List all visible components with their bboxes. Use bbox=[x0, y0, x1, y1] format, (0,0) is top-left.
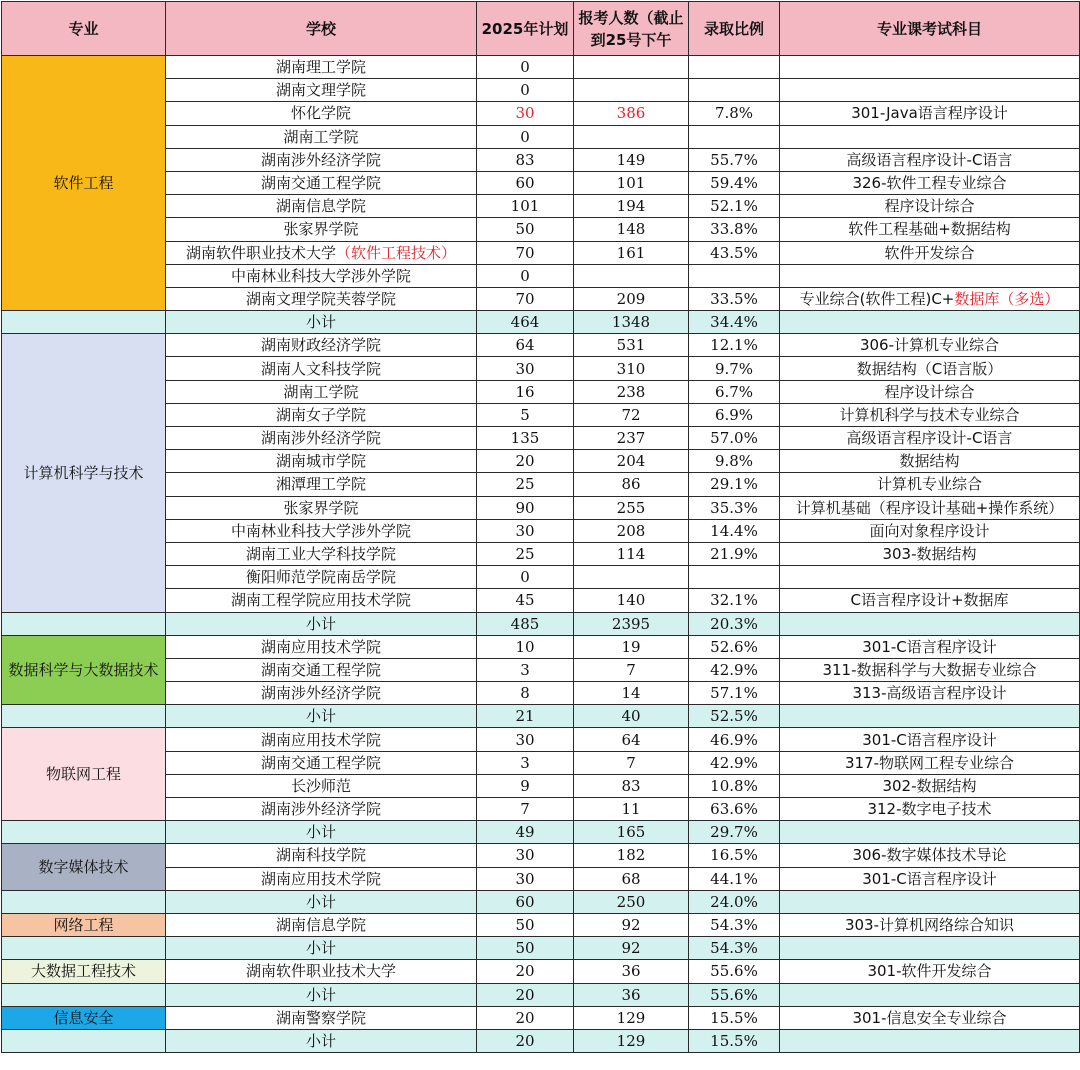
subtotal-plan: 60 bbox=[477, 890, 574, 913]
ratio-cell: 29.1% bbox=[689, 473, 780, 496]
subject-cell: 计算机科学与技术专业综合 bbox=[780, 403, 1080, 426]
applicants-cell: 86 bbox=[574, 473, 689, 496]
subtotal-major-cell bbox=[2, 890, 166, 913]
applicants-cell: 237 bbox=[574, 427, 689, 450]
subject-cell: 303-计算机网络综合知识 bbox=[780, 913, 1080, 936]
ratio-cell: 55.6% bbox=[689, 960, 780, 983]
subject-cell bbox=[780, 566, 1080, 589]
applicants-cell: 101 bbox=[574, 171, 689, 194]
ratio-cell bbox=[689, 79, 780, 102]
subject-cell bbox=[780, 125, 1080, 148]
major-digital-media: 数字媒体技术 bbox=[2, 844, 166, 890]
applicants-cell: 140 bbox=[574, 589, 689, 612]
school-cell: 湖南涉外经济学院 bbox=[166, 798, 477, 821]
school-cell: 中南林业科技大学涉外学院 bbox=[166, 264, 477, 287]
table-row bbox=[2, 913, 1080, 936]
school-cell: 湖南理工学院 bbox=[166, 56, 477, 79]
subtotal-applicants: 1348 bbox=[574, 311, 689, 334]
applicants-cell: 386 bbox=[574, 102, 689, 125]
plan-cell: 90 bbox=[477, 496, 574, 519]
plan-cell: 20 bbox=[477, 450, 574, 473]
subject-cell: 软件开发综合 bbox=[780, 241, 1080, 264]
ratio-cell bbox=[689, 566, 780, 589]
plan-cell: 0 bbox=[477, 125, 574, 148]
plan-cell: 30 bbox=[477, 867, 574, 890]
header-school: 学校 bbox=[166, 2, 477, 56]
subtotal-plan: 20 bbox=[477, 983, 574, 1006]
applicants-cell bbox=[574, 566, 689, 589]
school-cell: 长沙师范 bbox=[166, 774, 477, 797]
school-cell: 湖南人文科技学院 bbox=[166, 357, 477, 380]
ratio-cell: 15.5% bbox=[689, 1006, 780, 1029]
ratio-cell: 42.9% bbox=[689, 658, 780, 681]
school-cell: 湖南交通工程学院 bbox=[166, 658, 477, 681]
subject-cell: 软件工程基础+数据结构 bbox=[780, 218, 1080, 241]
subtotal-plan: 49 bbox=[477, 821, 574, 844]
school-cell: 怀化学院 bbox=[166, 102, 477, 125]
subtotal-label: 小计 bbox=[166, 1029, 477, 1052]
applicants-cell bbox=[574, 56, 689, 79]
applicants-cell: 238 bbox=[574, 380, 689, 403]
plan-cell: 30 bbox=[477, 844, 574, 867]
plan-cell: 0 bbox=[477, 56, 574, 79]
applicants-cell bbox=[574, 125, 689, 148]
table-row bbox=[2, 334, 1080, 357]
header-applicants: 报考人数（截止到25号下午 bbox=[574, 2, 689, 56]
applicants-cell: 68 bbox=[574, 867, 689, 890]
table-row bbox=[2, 844, 1080, 867]
school-cell: 湖南应用技术学院 bbox=[166, 867, 477, 890]
applicants-cell: 182 bbox=[574, 844, 689, 867]
applicants-cell: 194 bbox=[574, 195, 689, 218]
plan-cell: 30 bbox=[477, 519, 574, 542]
subtotal-label: 小计 bbox=[166, 705, 477, 728]
ratio-cell: 44.1% bbox=[689, 867, 780, 890]
plan-cell: 83 bbox=[477, 148, 574, 171]
major-data-science: 数据科学与大数据技术 bbox=[2, 635, 166, 705]
plan-cell: 25 bbox=[477, 542, 574, 565]
ratio-cell: 52.1% bbox=[689, 195, 780, 218]
header-major: 专业 bbox=[2, 2, 166, 56]
subject-cell bbox=[780, 264, 1080, 287]
subtotal-subject-cell bbox=[780, 1029, 1080, 1052]
major-iot-engineering: 物联网工程 bbox=[2, 728, 166, 821]
applicants-cell: 204 bbox=[574, 450, 689, 473]
subject-cell: 计算机专业综合 bbox=[780, 473, 1080, 496]
applicants-cell: 36 bbox=[574, 960, 689, 983]
subtotal-major-cell bbox=[2, 1029, 166, 1052]
ratio-cell: 59.4% bbox=[689, 171, 780, 194]
school-cell: 湖南工学院 bbox=[166, 125, 477, 148]
subtotal-label: 小计 bbox=[166, 983, 477, 1006]
subtotal-row bbox=[2, 1029, 1080, 1052]
school-cell: 衡阳师范学院南岳学院 bbox=[166, 566, 477, 589]
subtotal-subject-cell bbox=[780, 705, 1080, 728]
ratio-cell: 14.4% bbox=[689, 519, 780, 542]
applicants-cell: 83 bbox=[574, 774, 689, 797]
applicants-cell bbox=[574, 264, 689, 287]
subject-cell bbox=[780, 56, 1080, 79]
school-cell bbox=[166, 241, 477, 264]
ratio-cell: 16.5% bbox=[689, 844, 780, 867]
major-software-engineering: 软件工程 bbox=[2, 56, 166, 311]
subtotal-plan: 485 bbox=[477, 612, 574, 635]
school-cell: 湖南信息学院 bbox=[166, 913, 477, 936]
ratio-cell: 12.1% bbox=[689, 334, 780, 357]
ratio-cell: 9.7% bbox=[689, 357, 780, 380]
subtotal-ratio: 54.3% bbox=[689, 937, 780, 960]
subject-cell: 面向对象程序设计 bbox=[780, 519, 1080, 542]
subject-cell: C语言程序设计+数据库 bbox=[780, 589, 1080, 612]
subtotal-applicants: 250 bbox=[574, 890, 689, 913]
subject-cell: 313-高级语言程序设计 bbox=[780, 682, 1080, 705]
school-cell: 湖南工业大学科技学院 bbox=[166, 542, 477, 565]
subtotal-plan: 21 bbox=[477, 705, 574, 728]
table-row bbox=[2, 56, 1080, 79]
subject-cell: 301-C语言程序设计 bbox=[780, 867, 1080, 890]
subject-cell: 301-C语言程序设计 bbox=[780, 635, 1080, 658]
applicants-cell: 114 bbox=[574, 542, 689, 565]
plan-cell: 30 bbox=[477, 102, 574, 125]
subtotal-row bbox=[2, 705, 1080, 728]
subject-cell bbox=[780, 79, 1080, 102]
admission-table bbox=[1, 1, 1080, 1053]
school-cell: 张家界学院 bbox=[166, 218, 477, 241]
applicants-cell: 19 bbox=[574, 635, 689, 658]
plan-cell: 20 bbox=[477, 1006, 574, 1029]
subject-cell: 程序设计综合 bbox=[780, 380, 1080, 403]
subject-cell: 311-数据科学与大数据专业综合 bbox=[780, 658, 1080, 681]
plan-cell: 8 bbox=[477, 682, 574, 705]
subtotal-major-cell bbox=[2, 937, 166, 960]
applicants-cell: 7 bbox=[574, 751, 689, 774]
subtotal-major-cell bbox=[2, 705, 166, 728]
table-row bbox=[2, 960, 1080, 983]
subject-cell: 306-计算机专业综合 bbox=[780, 334, 1080, 357]
plan-cell: 0 bbox=[477, 566, 574, 589]
applicants-cell: 208 bbox=[574, 519, 689, 542]
plan-cell: 45 bbox=[477, 589, 574, 612]
plan-cell: 64 bbox=[477, 334, 574, 357]
applicants-cell: 149 bbox=[574, 148, 689, 171]
subtotal-label: 小计 bbox=[166, 311, 477, 334]
subtotal-major-cell bbox=[2, 612, 166, 635]
subject-cell: 高级语言程序设计-C语言 bbox=[780, 427, 1080, 450]
school-cell: 湖南涉外经济学院 bbox=[166, 427, 477, 450]
subtotal-label: 小计 bbox=[166, 821, 477, 844]
subject-text: 专业综合(软件工程)C+ bbox=[799, 289, 955, 308]
subtotal-major-cell bbox=[2, 311, 166, 334]
ratio-cell: 63.6% bbox=[689, 798, 780, 821]
subtotal-subject-cell bbox=[780, 937, 1080, 960]
subject-cell: 程序设计综合 bbox=[780, 195, 1080, 218]
header-ratio: 录取比例 bbox=[689, 2, 780, 56]
subtotal-row bbox=[2, 937, 1080, 960]
subtotal-subject-cell bbox=[780, 821, 1080, 844]
header-row bbox=[2, 2, 1080, 56]
subtotal-ratio: 52.5% bbox=[689, 705, 780, 728]
school-cell: 中南林业科技大学涉外学院 bbox=[166, 519, 477, 542]
ratio-cell: 35.3% bbox=[689, 496, 780, 519]
ratio-cell: 32.1% bbox=[689, 589, 780, 612]
subtotal-label: 小计 bbox=[166, 612, 477, 635]
subtotal-subject-cell bbox=[780, 612, 1080, 635]
plan-cell: 25 bbox=[477, 473, 574, 496]
plan-cell: 50 bbox=[477, 913, 574, 936]
ratio-cell bbox=[689, 56, 780, 79]
subtotal-applicants: 2395 bbox=[574, 612, 689, 635]
subtotal-applicants: 129 bbox=[574, 1029, 689, 1052]
school-cell: 湖南女子学院 bbox=[166, 403, 477, 426]
subtotal-major-cell bbox=[2, 983, 166, 1006]
subtotal-ratio: 15.5% bbox=[689, 1029, 780, 1052]
school-cell: 湖南工学院 bbox=[166, 380, 477, 403]
subject-cell: 312-数字电子技术 bbox=[780, 798, 1080, 821]
major-computer-science: 计算机科学与技术 bbox=[2, 334, 166, 612]
subtotal-row bbox=[2, 983, 1080, 1006]
school-cell: 湖南交通工程学院 bbox=[166, 171, 477, 194]
school-cell: 湖南应用技术学院 bbox=[166, 635, 477, 658]
subject-cell: 302-数据结构 bbox=[780, 774, 1080, 797]
subtotal-plan: 20 bbox=[477, 1029, 574, 1052]
plan-cell: 16 bbox=[477, 380, 574, 403]
ratio-cell: 7.8% bbox=[689, 102, 780, 125]
subject-cell: 高级语言程序设计-C语言 bbox=[780, 148, 1080, 171]
subtotal-applicants: 36 bbox=[574, 983, 689, 1006]
ratio-cell: 46.9% bbox=[689, 728, 780, 751]
ratio-cell: 21.9% bbox=[689, 542, 780, 565]
school-cell: 湖南应用技术学院 bbox=[166, 728, 477, 751]
table-row bbox=[2, 1006, 1080, 1029]
subject-cell: 301-信息安全专业综合 bbox=[780, 1006, 1080, 1029]
subtotal-applicants: 165 bbox=[574, 821, 689, 844]
plan-cell: 10 bbox=[477, 635, 574, 658]
ratio-cell: 57.0% bbox=[689, 427, 780, 450]
table-row bbox=[2, 635, 1080, 658]
plan-cell: 70 bbox=[477, 287, 574, 310]
school-cell: 湖南文理学院芙蓉学院 bbox=[166, 287, 477, 310]
applicants-cell: 531 bbox=[574, 334, 689, 357]
subtotal-label: 小计 bbox=[166, 937, 477, 960]
school-name: 湖南软件职业技术大学 bbox=[185, 243, 336, 262]
plan-cell: 5 bbox=[477, 403, 574, 426]
subtotal-major-cell bbox=[2, 821, 166, 844]
major-big-data-engineering: 大数据工程技术 bbox=[2, 960, 166, 983]
school-cell: 张家界学院 bbox=[166, 496, 477, 519]
school-cell: 湖南文理学院 bbox=[166, 79, 477, 102]
applicants-cell: 92 bbox=[574, 913, 689, 936]
subtotal-applicants: 40 bbox=[574, 705, 689, 728]
subject-cell: 301-Java语言程序设计 bbox=[780, 102, 1080, 125]
plan-cell: 3 bbox=[477, 658, 574, 681]
ratio-cell: 33.8% bbox=[689, 218, 780, 241]
subtotal-ratio: 29.7% bbox=[689, 821, 780, 844]
school-cell: 湖南城市学院 bbox=[166, 450, 477, 473]
subject-cell: 303-数据结构 bbox=[780, 542, 1080, 565]
school-cell: 湖南财政经济学院 bbox=[166, 334, 477, 357]
subtotal-subject-cell bbox=[780, 983, 1080, 1006]
subject-cell bbox=[780, 287, 1080, 310]
plan-cell: 20 bbox=[477, 960, 574, 983]
subtotal-ratio: 55.6% bbox=[689, 983, 780, 1006]
plan-cell: 0 bbox=[477, 264, 574, 287]
ratio-cell: 42.9% bbox=[689, 751, 780, 774]
plan-cell: 3 bbox=[477, 751, 574, 774]
applicants-cell: 11 bbox=[574, 798, 689, 821]
subject-cell: 301-软件开发综合 bbox=[780, 960, 1080, 983]
ratio-cell: 55.7% bbox=[689, 148, 780, 171]
applicants-cell: 7 bbox=[574, 658, 689, 681]
ratio-cell: 9.8% bbox=[689, 450, 780, 473]
school-cell: 湘潭理工学院 bbox=[166, 473, 477, 496]
applicants-cell: 161 bbox=[574, 241, 689, 264]
ratio-cell: 6.7% bbox=[689, 380, 780, 403]
subtotal-row bbox=[2, 311, 1080, 334]
applicants-cell: 72 bbox=[574, 403, 689, 426]
applicants-cell: 148 bbox=[574, 218, 689, 241]
school-cell: 湖南信息学院 bbox=[166, 195, 477, 218]
plan-cell: 70 bbox=[477, 241, 574, 264]
plan-cell: 0 bbox=[477, 79, 574, 102]
subject-cell: 301-C语言程序设计 bbox=[780, 728, 1080, 751]
school-cell: 湖南交通工程学院 bbox=[166, 751, 477, 774]
table-row bbox=[2, 728, 1080, 751]
plan-cell: 9 bbox=[477, 774, 574, 797]
major-network-engineering: 网络工程 bbox=[2, 913, 166, 936]
subject-cell: 317-物联网工程专业综合 bbox=[780, 751, 1080, 774]
school-cell: 湖南工程学院应用技术学院 bbox=[166, 589, 477, 612]
plan-cell: 50 bbox=[477, 218, 574, 241]
header-subject: 专业课考试科目 bbox=[780, 2, 1080, 56]
subtotal-applicants: 92 bbox=[574, 937, 689, 960]
plan-cell: 101 bbox=[477, 195, 574, 218]
subtotal-row bbox=[2, 890, 1080, 913]
applicants-cell: 310 bbox=[574, 357, 689, 380]
subtotal-plan: 464 bbox=[477, 311, 574, 334]
ratio-cell: 57.1% bbox=[689, 682, 780, 705]
school-cell: 湖南涉外经济学院 bbox=[166, 682, 477, 705]
ratio-cell: 6.9% bbox=[689, 403, 780, 426]
subject-note: 数据库（多选） bbox=[954, 289, 1060, 308]
applicants-cell: 209 bbox=[574, 287, 689, 310]
subject-cell: 306-数字媒体技术导论 bbox=[780, 844, 1080, 867]
school-cell: 湖南警察学院 bbox=[166, 1006, 477, 1029]
applicants-cell: 14 bbox=[574, 682, 689, 705]
ratio-cell: 54.3% bbox=[689, 913, 780, 936]
plan-cell: 30 bbox=[477, 357, 574, 380]
plan-cell: 60 bbox=[477, 171, 574, 194]
school-cell: 湖南涉外经济学院 bbox=[166, 148, 477, 171]
plan-cell: 30 bbox=[477, 728, 574, 751]
header-plan: 2025年计划 bbox=[477, 2, 574, 56]
subtotal-subject-cell bbox=[780, 890, 1080, 913]
applicants-cell: 129 bbox=[574, 1006, 689, 1029]
subtotal-row bbox=[2, 821, 1080, 844]
subtotal-ratio: 20.3% bbox=[689, 612, 780, 635]
ratio-cell bbox=[689, 264, 780, 287]
applicants-cell bbox=[574, 79, 689, 102]
subtotal-subject-cell bbox=[780, 311, 1080, 334]
ratio-cell: 33.5% bbox=[689, 287, 780, 310]
applicants-cell: 255 bbox=[574, 496, 689, 519]
subject-cell: 数据结构 bbox=[780, 450, 1080, 473]
school-cell: 湖南科技学院 bbox=[166, 844, 477, 867]
subject-cell: 326-软件工程专业综合 bbox=[780, 171, 1080, 194]
subtotal-label: 小计 bbox=[166, 890, 477, 913]
subtotal-plan: 50 bbox=[477, 937, 574, 960]
ratio-cell: 10.8% bbox=[689, 774, 780, 797]
subtotal-ratio: 24.0% bbox=[689, 890, 780, 913]
plan-cell: 135 bbox=[477, 427, 574, 450]
school-note: （软件工程技术） bbox=[336, 243, 457, 262]
plan-cell: 7 bbox=[477, 798, 574, 821]
subject-cell: 计算机基础（程序设计基础+操作系统） bbox=[780, 496, 1080, 519]
subtotal-row bbox=[2, 612, 1080, 635]
school-cell: 湖南软件职业技术大学 bbox=[166, 960, 477, 983]
subject-cell: 数据结构（C语言版） bbox=[780, 357, 1080, 380]
ratio-cell bbox=[689, 125, 780, 148]
applicants-cell: 64 bbox=[574, 728, 689, 751]
major-information-security: 信息安全 bbox=[2, 1006, 166, 1029]
ratio-cell: 52.6% bbox=[689, 635, 780, 658]
subtotal-ratio: 34.4% bbox=[689, 311, 780, 334]
ratio-cell: 43.5% bbox=[689, 241, 780, 264]
